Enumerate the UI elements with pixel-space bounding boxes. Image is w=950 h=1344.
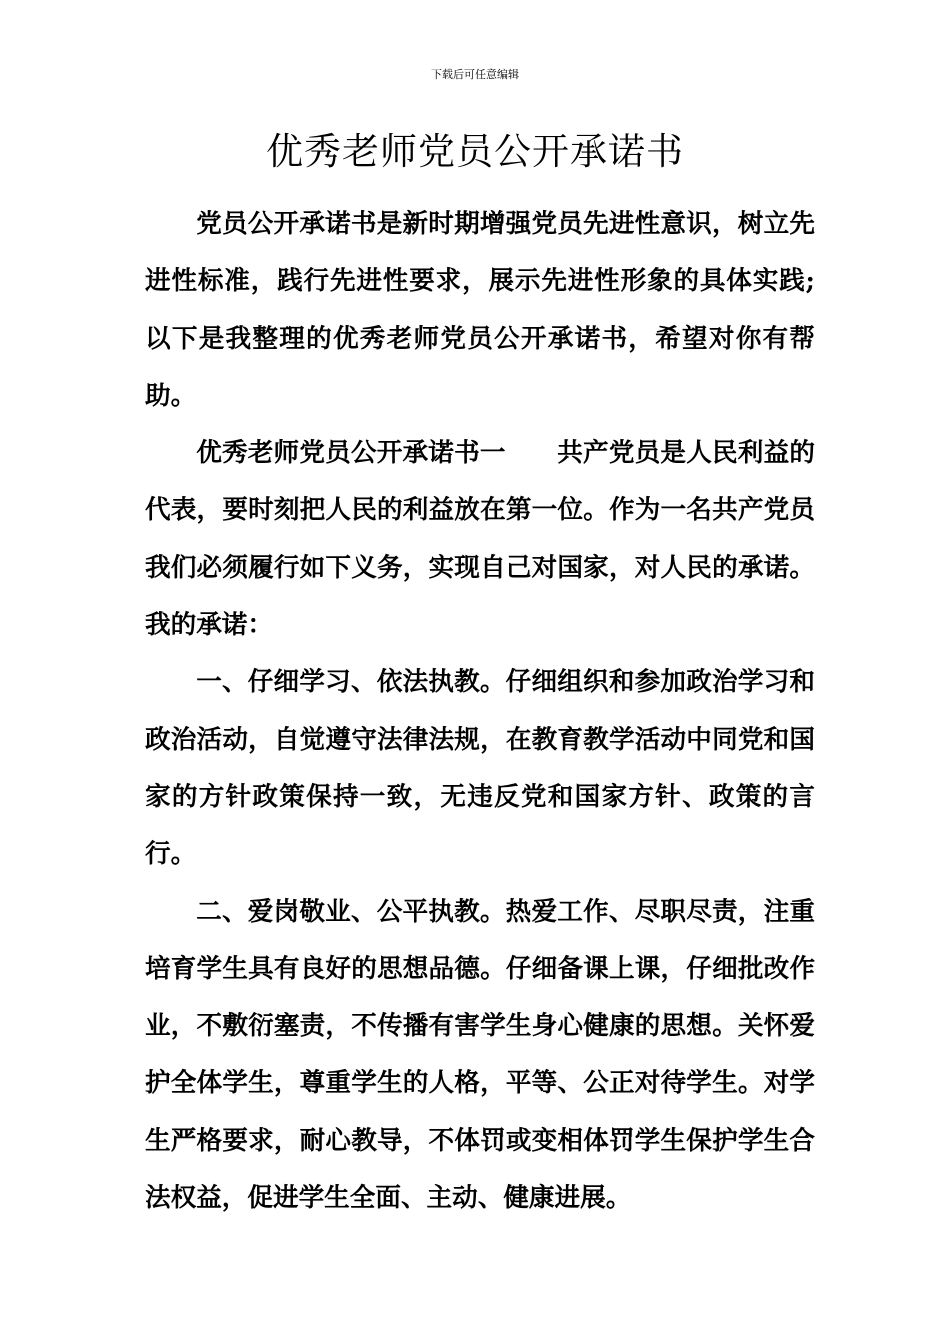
paragraph-intro: 党员公开承诺书是新时期增强党员先进性意识，树立先进性标准，践行先进性要求，展示先进性形象的具体实践;以下是我整理的优秀老师党员公开承诺书，希望对你有帮助。	[145, 209, 815, 411]
page-title: 优秀老师党员公开承诺书	[266, 130, 684, 173]
header-note: 下载后可任意编辑	[431, 68, 519, 81]
paragraph-item-two: 二、爱岗敬业、公平执教。热爱工作、尽职尽责，注重培育学生具有良好的思想品德。仔细备课上课，仔细批改作业，不敷衍塞责，不传播有害学生身心健康的思想。关怀爱护全体学生，尊重学生的人格，平等、公正对待学生。对学生严格要求，耐心教导，不体罚或变相体罚学生保护学生合法权益，促进学生全面、主动、健康进展。	[145, 896, 815, 1214]
paragraph-pledge-one: 优秀老师党员公开承诺书一 共产党员是人民利益的代表，要时刻把人民的利益放在第一位。作为一名共产党员我们必须履行如下义务，实现自己对国家，对人民的承诺。我的承诺：	[145, 438, 815, 641]
paragraph-item-one: 一、仔细学习、依法执教。仔细组织和参加政治学习和政治活动，自觉遵守法律法规，在教育教学活动中同党和国家的方针政策保持一致，无违反党和国家方针、政策的言行。	[145, 667, 815, 870]
document-body	[145, 196, 815, 1227]
